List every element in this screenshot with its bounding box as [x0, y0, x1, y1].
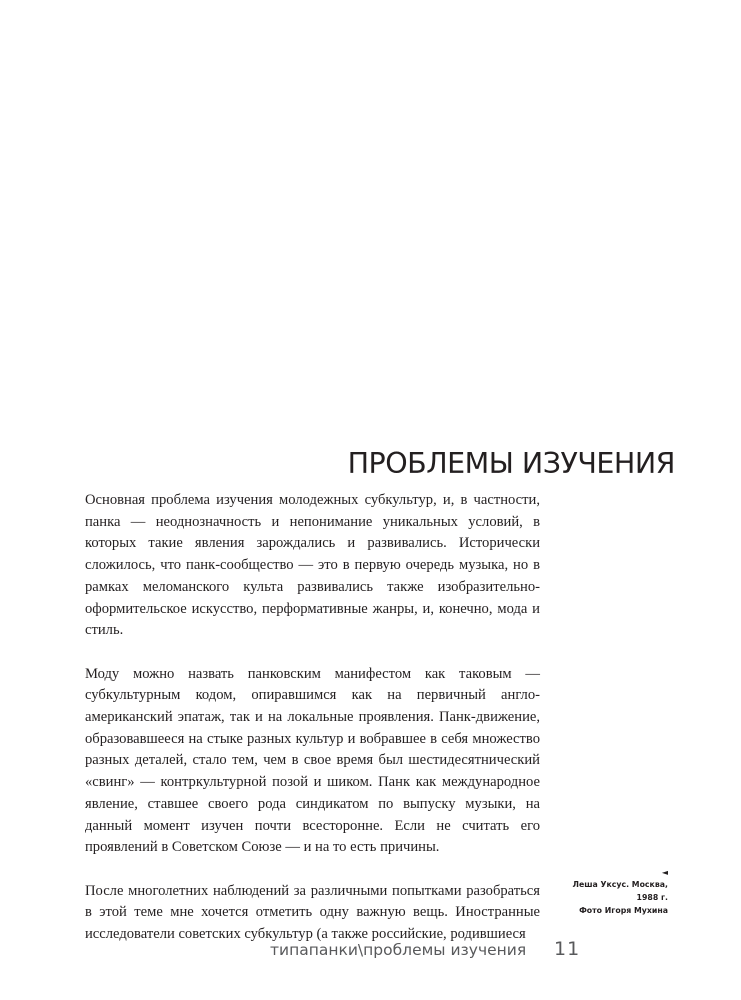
left-arrow-icon: ◄ [661, 868, 668, 877]
caption-line-3: Фото Игоря Мухина [579, 906, 668, 915]
photo-caption [518, 868, 668, 917]
caption-line-1: Леша Уксус. Москва, [572, 880, 668, 889]
paragraph-3: После многолетних наблюдений за различными попытками разобраться в этой теме мне хочется отметить одну важную вещь. Иностранные исследователи советских субкультур (а также российские, родившиеся [85, 882, 540, 943]
paragraph-1: Основная проблема изучения молодежных субкультур, и, в частности, панка — неоднозначность и непонимание уникальных условий, в которых такие явления зарождались и развивались. Исторически сложилось, что панк-сообщество — это в первую очередь музыка, но в рамках меломанского культа развивались также изобразительно-оформительское искусство, перформативные жанры, и, конечно, мода и стиль. [85, 492, 540, 639]
caption-line-2: 1988 г. [636, 893, 668, 902]
page-footer [270, 938, 581, 960]
section-heading: ПРОБЛЕМЫ ИЗУЧЕНИЯ [347, 447, 675, 480]
running-title: типапанки\проблемы изучения [270, 941, 527, 959]
page-number: 11 [554, 938, 581, 960]
paragraph-2: Моду можно назвать панковским манифестом как таковым — субкультурным кодом, опиравшимся как на первичный англо-американский эпатаж, так и на локальные проявления. Панк-движение, образовавшееся на стыке разных культур и вобравшее в себя множество разных деталей, стало тем, чем в свое время был шестидесятнический «свинг» — контркультурной позой и шиком. Панк как международное явление, ставшее своего рода синдикатом по выпуску музыки, на данный момент изучен почти всесторонне. Если не считать его проявлений в Советском Союзе — и на то есть причины. [85, 665, 540, 856]
body-text [85, 490, 540, 967]
